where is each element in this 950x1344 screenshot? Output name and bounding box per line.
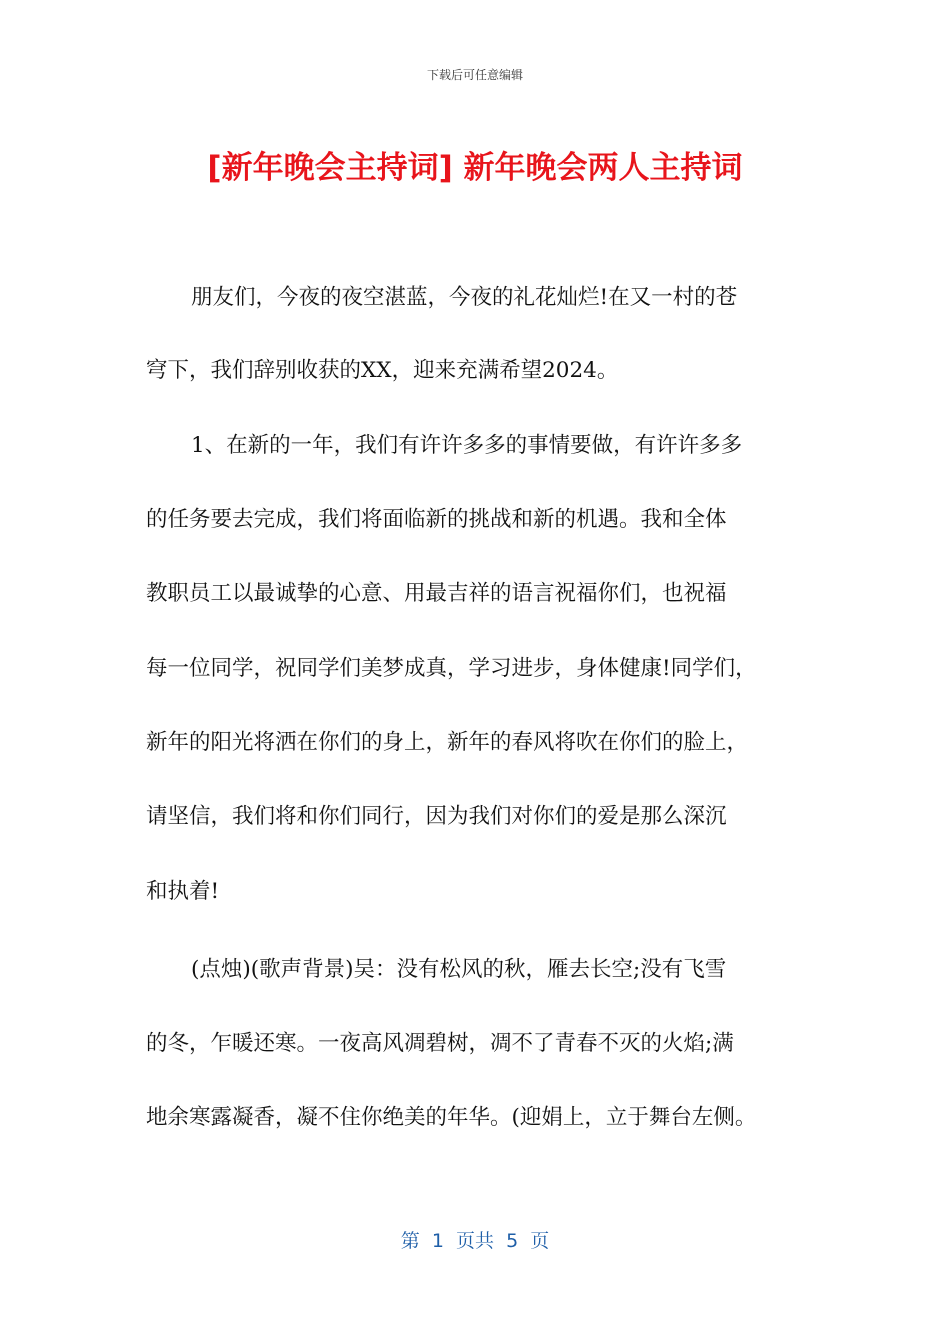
paragraph-line: 新年的阳光将洒在你们的身上，新年的春风将吹在你们的脸上，	[146, 730, 749, 755]
paragraph-line: 请坚信，我们将和你们同行，因为我们对你们的爱是那么深沉	[146, 804, 727, 829]
paragraph-line: 教职员工以最诚挚的心意、用最吉祥的语言祝福你们，也祝福	[146, 581, 727, 606]
paragraph-line: 的任务要去完成，我们将面临新的挑战和新的机遇。我和全体	[146, 507, 727, 532]
paragraph-line: 的冬，乍暖还寒。一夜高风凋碧树，凋不了青春不灭的火焰;满	[146, 1031, 734, 1056]
header-note: 下载后可任意编辑	[426, 68, 523, 82]
paragraph-line: 和执着!	[146, 879, 220, 904]
paragraph-line: (点烛)(歌声背景)吴：没有松风的秋，雁去长空;没有飞雪	[191, 957, 727, 982]
document-title: [新年晚会主持词] 新年晚会两人主持词	[207, 150, 743, 186]
paragraph-line: 朋友们，今夜的夜空湛蓝，今夜的礼花灿烂!在又一村的苍	[191, 285, 738, 310]
paragraph-line: 1、在新的一年，我们有许许多多的事情要做，有许许多多	[191, 433, 743, 458]
paragraph-line: 穹下，我们辞别收获的XX，迎来充满希望2024。	[146, 358, 619, 383]
page-footer: 第 1 页共 5 页	[400, 1230, 550, 1252]
paragraph-line: 地余寒露凝香，凝不住你绝美的年华。(迎娟上，立于舞台左侧。	[146, 1105, 757, 1130]
paragraph-line: 每一位同学，祝同学们美梦成真，学习进步，身体健康!同学们，	[146, 656, 757, 681]
